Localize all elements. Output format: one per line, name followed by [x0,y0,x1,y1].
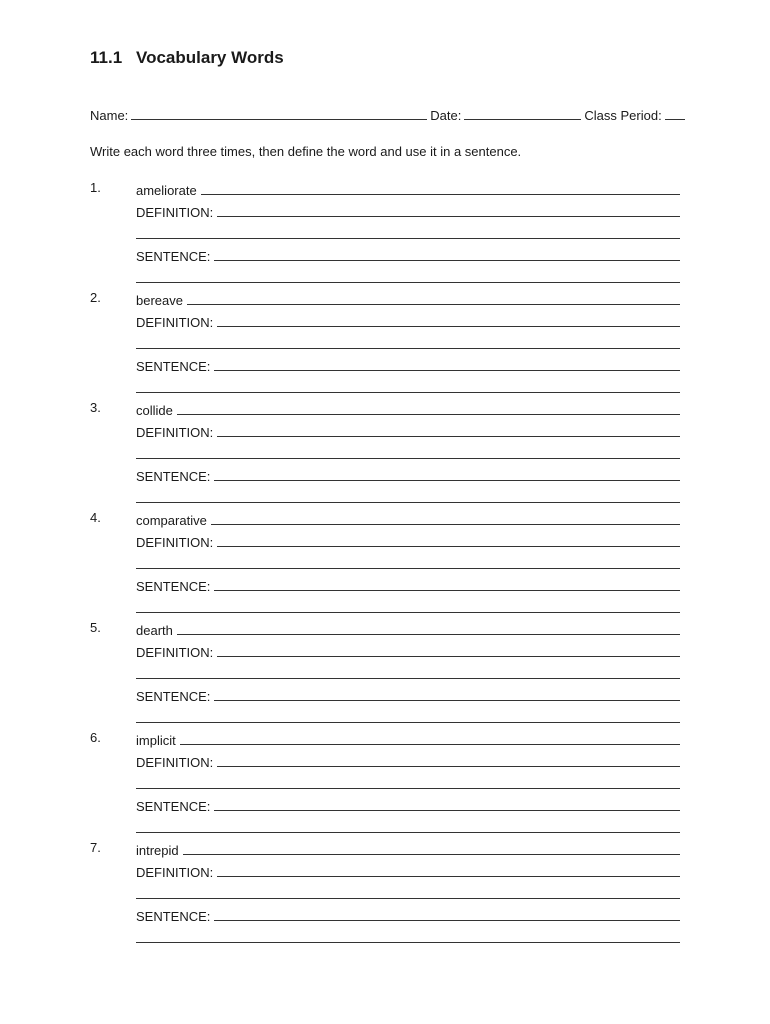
definition-field-2[interactable] [136,555,680,569]
definition-line [136,422,680,440]
sentence-label: SENTENCE: [136,579,211,594]
definition-field[interactable] [217,423,680,437]
sentence-label: SENTENCE: [136,689,211,704]
vocab-word: collide [136,403,173,418]
name-label: Name: [90,108,129,123]
definition-line [136,862,680,880]
definition-label: DEFINITION: [136,755,214,770]
sentence-line [136,686,680,704]
item-number: 4. [90,510,101,525]
sentence-line [136,906,680,924]
vocab-item [90,290,680,400]
definition-field-2[interactable] [136,665,680,679]
sentence-field[interactable] [214,797,680,811]
word-line [136,180,680,198]
word-line [136,620,680,638]
definition-line-2 [136,444,680,462]
word-line [136,840,680,858]
definition-line-2 [136,774,680,792]
vocab-word: dearth [136,623,173,638]
sentence-field-2[interactable] [136,599,680,613]
title-number: 11.1 [90,48,123,67]
vocab-item [90,180,680,290]
definition-field[interactable] [217,643,680,657]
item-number: 6. [90,730,101,745]
sentence-line-2 [136,268,680,286]
definition-label: DEFINITION: [136,425,214,440]
sentence-line-2 [136,488,680,506]
definition-field-2[interactable] [136,885,680,899]
vocab-item [90,400,680,510]
sentence-field-2[interactable] [136,819,680,833]
sentence-line-2 [136,598,680,616]
definition-line-2 [136,334,680,352]
sentence-field-2[interactable] [136,269,680,283]
vocab-word: bereave [136,293,183,308]
definition-field[interactable] [217,863,680,877]
sentence-label: SENTENCE: [136,249,211,264]
definition-line [136,642,680,660]
sentence-label: SENTENCE: [136,359,211,374]
definition-label: DEFINITION: [136,205,214,220]
date-label: Date: [430,108,462,123]
sentence-line-2 [136,928,680,946]
sentence-field[interactable] [214,467,680,481]
sentence-label: SENTENCE: [136,909,211,924]
student-info-row [90,105,680,123]
definition-label: DEFINITION: [136,645,214,660]
sentence-field-2[interactable] [136,929,680,943]
word-practice-field[interactable] [177,401,680,415]
word-practice-field[interactable] [211,511,680,525]
definition-field[interactable] [217,753,680,767]
title-text: Vocabulary Words [136,48,284,67]
word-practice-field[interactable] [177,621,680,635]
definition-label: DEFINITION: [136,865,214,880]
sentence-line [136,576,680,594]
word-line [136,730,680,748]
definition-field-2[interactable] [136,775,680,789]
definition-field-2[interactable] [136,225,680,239]
sentence-field-2[interactable] [136,709,680,723]
definition-field[interactable] [217,533,680,547]
definition-line-2 [136,554,680,572]
sentence-line-2 [136,708,680,726]
word-practice-field[interactable] [180,731,680,745]
word-practice-field[interactable] [183,841,680,855]
word-line [136,290,680,308]
name-field[interactable] [131,106,427,120]
date-field[interactable] [464,106,581,120]
definition-field-2[interactable] [136,445,680,459]
sentence-field[interactable] [214,907,680,921]
sentence-line [136,356,680,374]
sentence-line [136,246,680,264]
definition-line-2 [136,884,680,902]
definition-line [136,532,680,550]
item-number: 5. [90,620,101,635]
definition-field[interactable] [217,203,680,217]
sentence-field[interactable] [214,577,680,591]
page-title [90,48,284,68]
vocab-item [90,730,680,840]
vocab-item [90,620,680,730]
item-number: 7. [90,840,101,855]
definition-field[interactable] [217,313,680,327]
definition-line [136,312,680,330]
sentence-label: SENTENCE: [136,469,211,484]
vocab-word: comparative [136,513,207,528]
definition-line-2 [136,664,680,682]
sentence-label: SENTENCE: [136,799,211,814]
item-number: 1. [90,180,101,195]
definition-line [136,752,680,770]
word-line [136,400,680,418]
definition-line-2 [136,224,680,242]
vocab-word: ameliorate [136,183,197,198]
sentence-line [136,796,680,814]
sentence-field[interactable] [214,247,680,261]
sentence-field-2[interactable] [136,489,680,503]
word-line [136,510,680,528]
vocab-item [90,510,680,620]
sentence-field-2[interactable] [136,379,680,393]
class-period-label: Class Period: [584,108,662,123]
sentence-line [136,466,680,484]
sentence-line-2 [136,818,680,836]
definition-label: DEFINITION: [136,535,214,550]
vocab-word: intrepid [136,843,179,858]
word-practice-field[interactable] [201,181,680,195]
definition-field-2[interactable] [136,335,680,349]
definition-line [136,202,680,220]
item-number: 2. [90,290,101,305]
vocab-item [90,840,680,950]
word-practice-field[interactable] [187,291,680,305]
instructions: Write each word three times, then define the word and use it in a sentence. [90,144,522,159]
sentence-field[interactable] [214,687,680,701]
definition-label: DEFINITION: [136,315,214,330]
sentence-line-2 [136,378,680,396]
item-number: 3. [90,400,101,415]
class-period-field[interactable] [665,106,685,120]
sentence-field[interactable] [214,357,680,371]
vocab-word: implicit [136,733,176,748]
